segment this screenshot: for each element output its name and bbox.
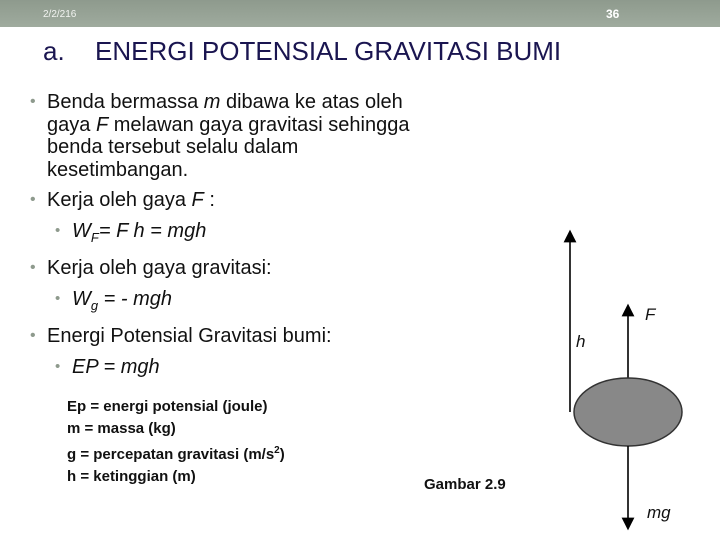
legend-line: g = percepatan gravitasi $(m/s^2)$ (67, 445, 285, 463)
slide-date: 2/2/216 (43, 9, 77, 20)
bullet-dot: • (30, 259, 36, 276)
bullet-dot: • (30, 93, 36, 110)
legend-line: Ep = energi potensial (joule) (67, 398, 268, 415)
label-h: h (576, 332, 586, 351)
bullet-item: • Benda bermassa m dibawa ke atas oleh gaya F melawan gaya gravitasi sehingga benda tersebut selalu dalam kesetimbangan. (30, 91, 410, 181)
title-text: ENERGI POTENSIAL GRAVITASI BUMI (95, 36, 562, 66)
force-diagram (540, 220, 720, 540)
slide-number: 36 (606, 7, 620, 21)
legend-line: h = ketinggian (m) (67, 468, 196, 485)
bullet-dot: • (55, 221, 61, 239)
bullet-list (30, 91, 510, 378)
title-label: a. (43, 36, 65, 66)
variable-legend (67, 396, 285, 488)
bullet-item: • Energi Potensial Gravitasi bumi: (30, 325, 332, 347)
bullet-item: • Kerja oleh gaya F : (30, 189, 215, 211)
bullet-dot: • (30, 327, 36, 344)
label-F: F (645, 305, 656, 324)
figure-caption: Gambar 2.9 (424, 476, 506, 493)
bullet-item: • Kerja oleh gaya gravitasi: (30, 257, 272, 279)
sub-bullet-item: • EP = mgh (55, 355, 160, 378)
slide-title (43, 36, 561, 67)
label-mg: mg (647, 503, 671, 522)
sub-bullet-item: • $W_g$ = - mgh (55, 287, 173, 313)
header-bar (0, 0, 720, 27)
bullet-dot: • (30, 191, 36, 208)
bullet-dot: • (55, 289, 61, 307)
mass-ball (574, 378, 682, 446)
legend-line: m = massa (kg) (67, 420, 176, 437)
bullet-dot: • (55, 357, 61, 375)
sub-bullet-item: • $W_F= F$ h = mgh (55, 219, 207, 245)
